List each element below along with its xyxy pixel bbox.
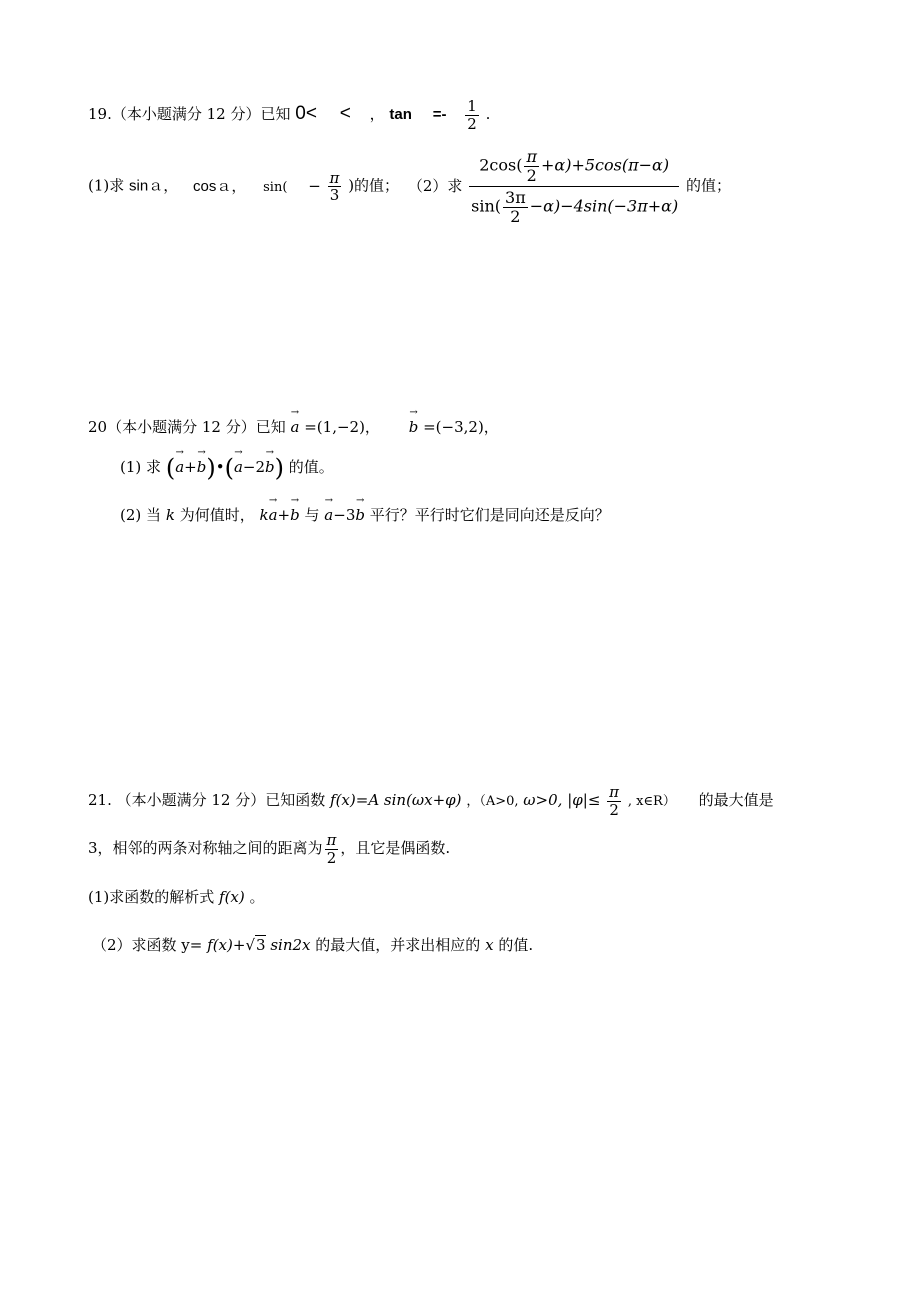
q19-tan-fraction [465, 98, 479, 132]
q21-line2 [88, 832, 450, 866]
q19-part2-prefix: （2）求 [407, 176, 463, 195]
q20-k2: k [259, 506, 269, 524]
q19-part2-suffix: 的值； [685, 176, 731, 195]
q21-p1-f: f(x) [219, 888, 245, 906]
q21-pi-half [607, 784, 621, 818]
q19-numerator-pi-half [524, 148, 539, 184]
q21-part2 [92, 934, 533, 955]
q21-pi: π [609, 783, 620, 801]
q20-p1-a2: → a [234, 458, 243, 476]
q19-part1-prefix: (1)求 [88, 176, 125, 195]
q19-comma: ， [369, 105, 385, 123]
q20-paren-open-2: ( [224, 454, 234, 482]
q21-line2-b: ，且它是偶函数. [340, 839, 451, 857]
q20-title: 20（本小题满分 12 分）已知 [88, 418, 286, 436]
q20-paren-close-2: ) [274, 454, 284, 482]
q20-p1-a: → a [175, 458, 184, 476]
q20-part1 [120, 454, 334, 482]
q21-two: 2 [607, 801, 621, 819]
q19-cond-lt: < [339, 103, 351, 124]
q20-p1-plus: + [184, 458, 197, 476]
q21-p1: (1)求函数的解析式 [88, 888, 215, 906]
q20-p2-with: 与 [304, 506, 320, 524]
q21-line2-a: 3，相邻的两条对称轴之间的距离为 [88, 839, 323, 857]
q20-p2-suffix: 平行？平行时它们是同向还是反向？ [369, 506, 610, 524]
q21-p2-x: x [485, 936, 494, 954]
q20-b-value: =(−3,2)， [423, 418, 499, 436]
q20-paren-close-1: ) [206, 454, 216, 482]
q19-pi: π [329, 168, 340, 187]
q19-denominator-3pi-half [503, 189, 528, 225]
q21-omega-cond: ω>0, [523, 791, 563, 809]
q19-denominator [469, 186, 679, 225]
q19-frac-den: 2 [467, 114, 477, 133]
q19-sin-open: sin( [263, 179, 288, 195]
q20-p2-prefix: (2) 当 [120, 506, 162, 524]
q20-part2 [120, 504, 610, 525]
q19-equals-neg: =- [432, 106, 447, 123]
q19-line1 [88, 98, 490, 132]
q21-max-is: 的最大值是 [698, 791, 774, 809]
q19-frac-num: 1 [467, 97, 477, 115]
q21-sqrt3: 3 [256, 936, 266, 954]
q19-denominator-two: 2 [503, 207, 528, 226]
q20-p1-b2: → b [265, 458, 275, 476]
q19-denominator-expr-1: sin( [471, 196, 502, 216]
q20-p2-minus3: −3 [333, 506, 356, 524]
q19-numerator-two: 2 [524, 166, 539, 185]
q20-paren-open-1: ( [165, 454, 176, 482]
q21-phi-cond: |φ|≤ [567, 791, 601, 809]
q19-denominator-expr-2: −α)−4sin(−3π+α) [529, 196, 679, 216]
q20-p1-prefix: (1) 求 [120, 458, 162, 476]
q19-numerator-expr-2: +α)+5cos(π−α) [541, 155, 670, 175]
q20-p2-b: → b [290, 506, 300, 524]
q20-p2-plus: + [277, 506, 291, 524]
q19-title: 19.（本小题满分 12 分）已知 [88, 105, 291, 123]
q21-p2-mid: 的最大值，并求出相应的 [315, 936, 481, 954]
q19-three: 3 [328, 186, 342, 204]
q19-numerator-expr-1: 2cos( [479, 155, 523, 175]
q20-vec-a: → a [291, 418, 300, 436]
q21-p2-f: f(x)+ [207, 936, 246, 954]
q21-p1-end: 。 [249, 888, 265, 906]
q21-p2-prefix: （2）求函数 y= [92, 936, 203, 954]
q19-numerator-pi: π [526, 147, 537, 166]
q19-line2 [88, 148, 731, 225]
q21-p2-sin: sin2x [270, 936, 311, 954]
q20-dot: • [215, 458, 225, 476]
q19-close-value: )的值； [348, 176, 400, 195]
q20-p1-suffix: 的值。 [288, 458, 334, 476]
q20-a-value: =(1,−2)， [304, 418, 380, 436]
q21-two2: 2 [325, 849, 339, 867]
q20-line1 [88, 416, 499, 437]
q21-part1 [88, 886, 265, 907]
q21-cond-1: ，（A>0, [466, 794, 519, 809]
q21-pi2: π [326, 831, 337, 849]
q19-big-fraction [469, 148, 679, 225]
q19-denominator-3pi: 3π [505, 188, 526, 208]
q19-pi-third [328, 170, 342, 204]
q20-vec-b: → b [409, 418, 419, 436]
q19-numerator [469, 148, 679, 186]
q20-p2-a: → a [269, 506, 278, 524]
q19-tan-label: tan [389, 106, 412, 123]
q20-p2-a2: → a [324, 506, 333, 524]
q19-sin-a: sinａ， [129, 177, 179, 195]
q19-period: . [485, 105, 491, 123]
q21-line2-pi-half [325, 832, 339, 866]
q19-cos-a: cosａ， [193, 177, 247, 195]
q21-line1 [88, 784, 774, 818]
q20-p1-minus2: −2 [242, 458, 266, 476]
q21-title: 21. （本小题满分 12 分）已知函数 [88, 791, 326, 809]
q20-p2-mid1: 为何值时， [179, 506, 255, 524]
q20-p2-b2: → b [355, 506, 365, 524]
q20-k: k [165, 506, 175, 524]
q20-p1-b: → b [197, 458, 207, 476]
q19-minus: − [308, 176, 321, 195]
q21-p2-end: 的值. [498, 936, 534, 954]
q21-sqrt-symbol: √ [245, 936, 255, 954]
q21-f-x: f(x)=A sin(ωx+φ) [330, 791, 462, 809]
q21-x-in-r: , x∈R） [627, 794, 676, 809]
q19-cond-start: 0< [295, 103, 317, 124]
